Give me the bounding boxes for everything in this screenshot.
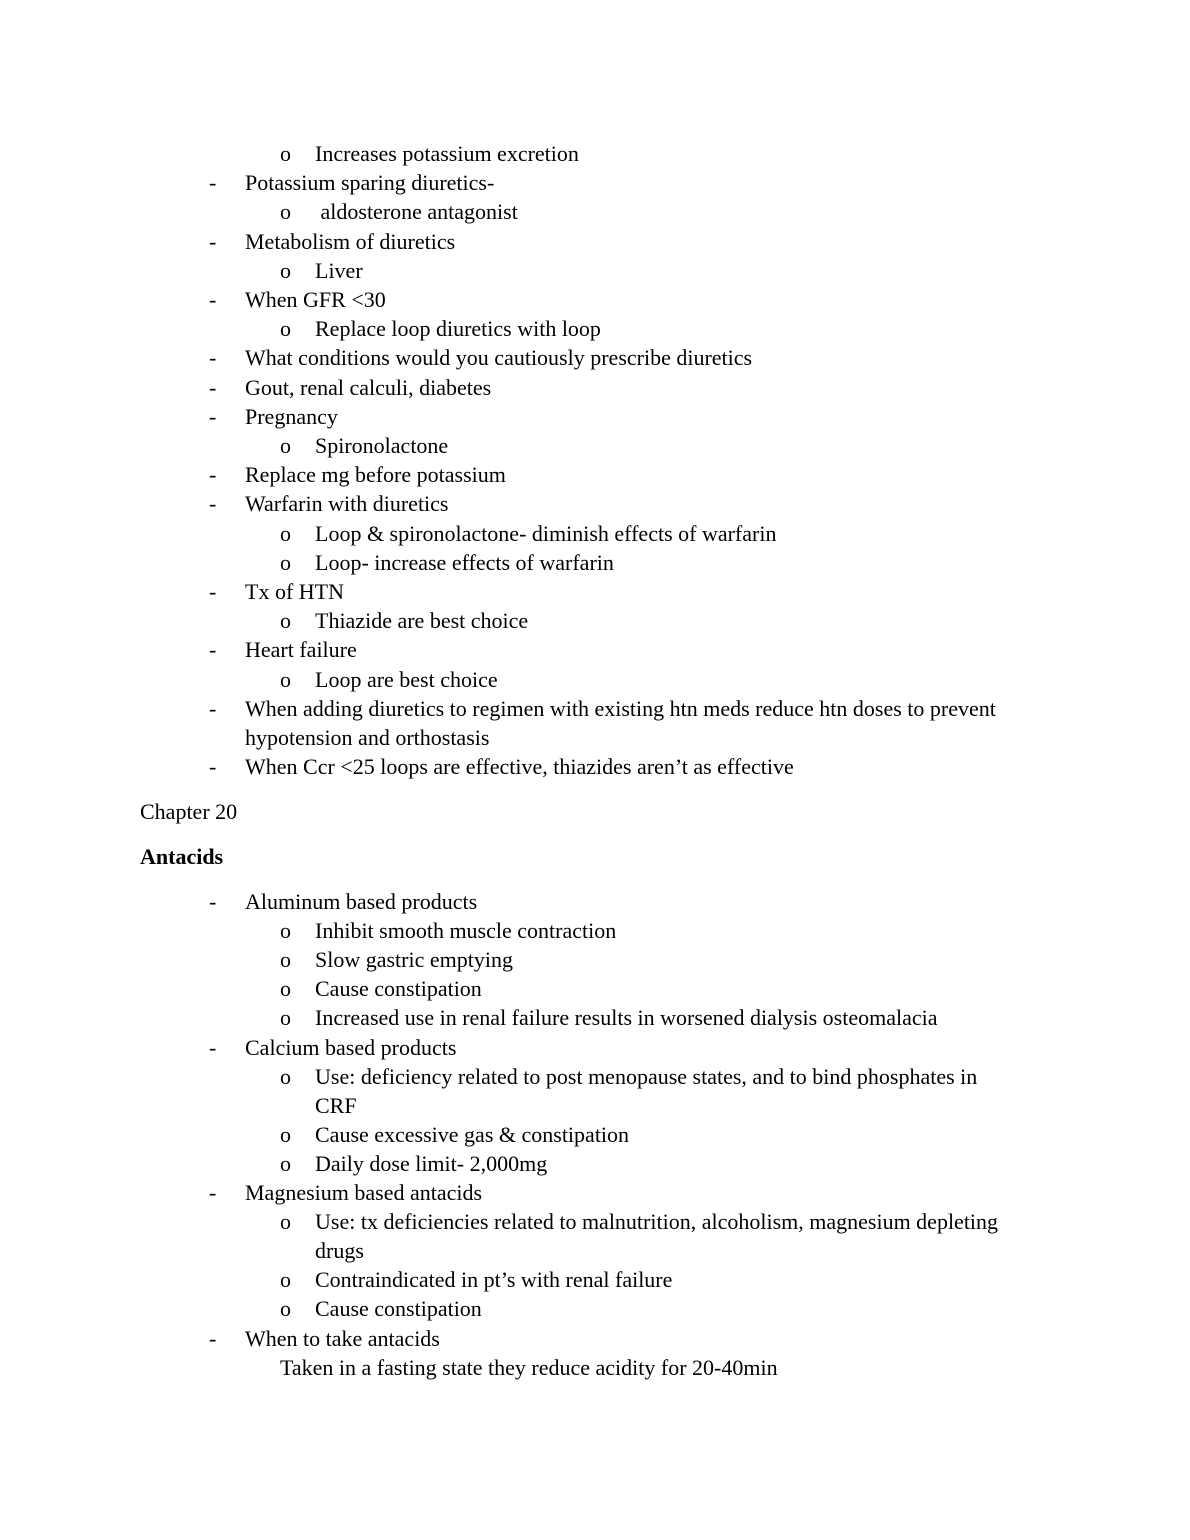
circle-bullet-icon: o xyxy=(280,549,291,575)
sub-item-text: Cause excessive gas & constipation xyxy=(315,1121,630,1147)
circle-bullet-icon: o xyxy=(280,520,291,546)
sub-item-text: Cause constipation xyxy=(315,1296,482,1322)
sub-item-text: Use: tx deficiencies related to malnutrition, alcoholism, magnesium depleting xyxy=(315,1209,999,1235)
circle-bullet-icon: o xyxy=(280,316,291,342)
sub-item-text: Replace loop diuretics with loop xyxy=(315,316,601,342)
list-item-text: Pregnancy xyxy=(245,403,338,429)
sub-item-text: Loop- increase effects of warfarin xyxy=(315,549,614,575)
sub-item-text: Slow gastric emptying xyxy=(315,947,513,973)
dash-bullet-icon: - xyxy=(209,403,217,429)
sub-item-continuation: drugs xyxy=(315,1238,364,1264)
dash-bullet-icon: - xyxy=(209,287,217,312)
section-heading: Antacids xyxy=(140,844,224,869)
circle-bullet-icon: o xyxy=(280,608,291,634)
dash-bullet-icon: - xyxy=(209,491,217,517)
list-item-text: When Ccr <25 loops are effective, thiazides aren’t as effective xyxy=(245,754,794,780)
circle-bullet-icon: o xyxy=(280,141,291,166)
circle-bullet-icon: o xyxy=(280,199,291,225)
sub-item-text: Loop & spironolactone- diminish effects of warfarin xyxy=(315,520,777,546)
circle-bullet-icon: o xyxy=(280,947,291,973)
list-item-text: When adding diuretics to regimen with existing htn meds reduce htn doses to prevent xyxy=(245,695,996,721)
circle-bullet-icon: o xyxy=(280,1063,291,1089)
sub-item-text: Inhibit smooth muscle contraction xyxy=(315,918,617,944)
list-item-text: Replace mg before potassium xyxy=(245,462,506,488)
sub-item-text: Increases potassium excretion xyxy=(315,141,579,166)
note-text: Taken in a fasting state they reduce acidity for 20-40min xyxy=(280,1354,778,1380)
list-item-text: Metabolism of diuretics xyxy=(245,228,456,254)
dash-bullet-icon: - xyxy=(209,695,217,721)
sub-item-text: Liver xyxy=(315,257,363,283)
dash-bullet-icon: - xyxy=(209,889,217,914)
circle-bullet-icon: o xyxy=(280,257,291,283)
dash-bullet-icon: - xyxy=(209,579,217,604)
circle-bullet-icon: o xyxy=(280,1296,291,1322)
circle-bullet-icon: o xyxy=(280,1005,291,1031)
dash-bullet-icon: - xyxy=(209,637,217,663)
dash-bullet-icon: - xyxy=(209,170,217,196)
sub-item-text: Thiazide are best choice xyxy=(315,608,529,634)
dash-bullet-icon: - xyxy=(209,462,217,488)
list-item-continuation: hypotension and orthostasis xyxy=(245,725,490,750)
dash-bullet-icon: - xyxy=(209,754,217,780)
circle-bullet-icon: o xyxy=(280,918,291,944)
list-item-text: Calcium based products xyxy=(245,1034,457,1060)
list-item-text: Potassium sparing diuretics- xyxy=(245,170,495,196)
circle-bullet-icon: o xyxy=(280,1267,291,1293)
dash-bullet-icon: - xyxy=(209,374,217,400)
list-item-text: Magnesium based antacids xyxy=(245,1180,483,1205)
dash-bullet-icon: - xyxy=(209,345,217,371)
sub-item-continuation: CRF xyxy=(315,1092,357,1118)
list-item-text: Aluminum based products xyxy=(245,889,478,914)
sub-item-text: Daily dose limit- 2,000mg xyxy=(315,1150,548,1176)
circle-bullet-icon: o xyxy=(280,666,291,692)
list-item-text: What conditions would you cautiously prescribe diuretics xyxy=(245,345,753,371)
list-item-text: Gout, renal calculi, diabetes xyxy=(245,374,492,400)
list-item-text: When to take antacids xyxy=(245,1325,440,1351)
list-item-text: Heart failure xyxy=(245,637,357,663)
sub-item-text: Increased use in renal failure results in worsened dialysis osteomalacia xyxy=(315,1005,938,1031)
circle-bullet-icon: o xyxy=(280,976,291,1002)
list-item-text: Warfarin with diuretics xyxy=(245,491,449,517)
dash-bullet-icon: - xyxy=(209,1180,217,1205)
circle-bullet-icon: o xyxy=(280,1150,291,1176)
chapter-label: Chapter 20 xyxy=(140,799,238,824)
dash-bullet-icon: - xyxy=(209,1034,217,1060)
circle-bullet-icon: o xyxy=(280,1121,291,1147)
list-item-text: When GFR <30 xyxy=(245,287,386,312)
sub-item-text: Contraindicated in pt’s with renal failure xyxy=(315,1267,673,1293)
circle-bullet-icon: o xyxy=(280,433,291,458)
dash-bullet-icon: - xyxy=(209,228,217,254)
sub-item-text: Loop are best choice xyxy=(315,666,498,692)
sub-item-text: Use: deficiency related to post menopause states, and to bind phosphates in xyxy=(315,1063,978,1089)
circle-bullet-icon: o xyxy=(280,1209,291,1235)
dash-bullet-icon: - xyxy=(209,1325,217,1351)
sub-item-text: aldosterone antagonist xyxy=(315,199,518,225)
list-item-text: Tx of HTN xyxy=(245,579,344,604)
sub-item-text: Spironolactone xyxy=(315,433,449,458)
sub-item-text: Cause constipation xyxy=(315,976,482,1002)
